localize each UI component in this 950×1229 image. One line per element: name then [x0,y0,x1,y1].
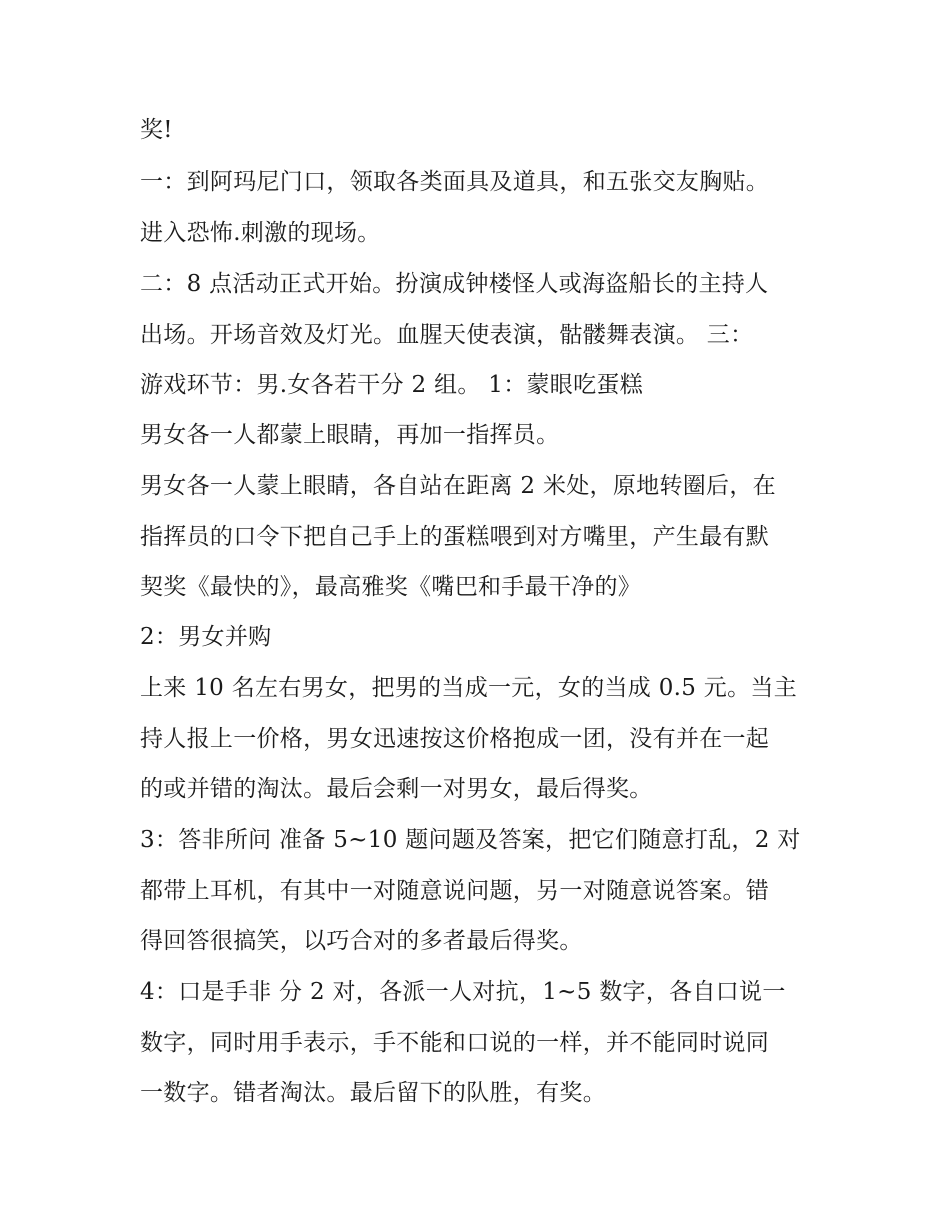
text-line: 一：到阿玛尼门口，领取各类面具及道具，和五张交友胸贴。 [140,169,770,195]
text-line: 奖! [140,117,173,143]
text-line: 上来 10 名左右男女，把男的当成一元，女的当成 0.5 元。当主 [140,675,797,701]
text-line: 出场。开场音效及灯光。血腥天使表演，骷髅舞表演。 三： [140,322,754,348]
text-line: 都带上耳机，有其中一对随意说问题，另一对随意说答案。错 [140,878,770,904]
text-line: 的或并错的淘汰。最后会剩一对男女，最后得奖。 [140,776,653,802]
text-line: 指挥员的口令下把自己手上的蛋糕喂到对方嘴里，产生最有默 [140,524,770,550]
text-line: 进入恐怖.刺激的现场。 [140,220,381,246]
text-line: 数字，同时用手表示，手不能和口说的一样，并不能同时说同 [140,1030,770,1056]
text-line: 得回答很搞笑，以巧合对的多者最后得奖。 [140,928,583,954]
text-line: 契奖《最快的》，最高雅奖《嘴巴和手最干净的》 [140,574,642,600]
text-line: 3：答非所问 准备 5~10 题问题及答案，把它们随意打乱，2 对 [140,827,801,853]
text-line: 二：8 点活动正式开始。扮演成钟楼怪人或海盗船长的主持人 [140,271,769,297]
text-line: 一数字。错者淘汰。最后留下的队胜，有奖。 [140,1080,606,1106]
text-line: 男女各一人蒙上眼睛，各自站在距离 2 米处，原地转圈后，在 [140,473,776,499]
text-line: 2：男女并购 [140,624,272,650]
text-line: 游戏环节：男.女各若干分 2 组。 1：蒙眼吃蛋糕 [140,372,644,398]
text-line: 男女各一人都蒙上眼睛，再加一指挥员。 [140,422,560,448]
text-line: 4：口是手非 分 2 对，各派一人对抗，1~5 数字，各自口说一 [140,979,786,1005]
text-line: 持人报上一价格，男女迅速按这价格抱成一团，没有并在一起 [140,726,770,752]
